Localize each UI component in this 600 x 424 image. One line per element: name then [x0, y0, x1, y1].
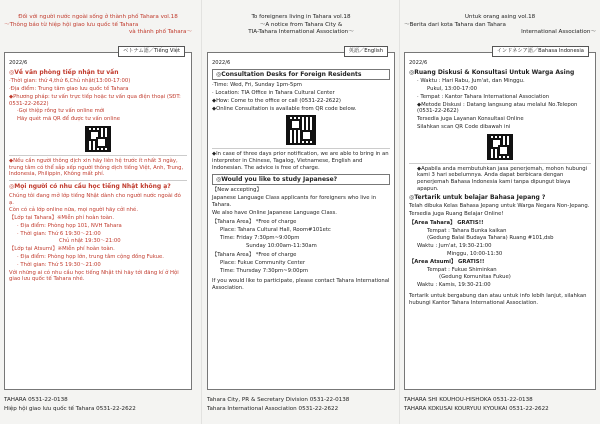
interpreter-note: ◆In case of three days prior notification, we are able to bring in an interpreter in Chinese, Tagalog, Vietnamese, English and Indonesian. The advice is free of charge. — [212, 151, 389, 171]
language-tag: インドネシア語／Bahasa Indonesia — [492, 46, 589, 57]
title: Đối với người nước ngoài sống ở thành phố Tahara vol.18 — [18, 14, 178, 20]
footer-contacts: TAHARA 0531-22-0138 Hiệp hội giao lưu quốc tế Tahara 0531-22-2622 — [4, 397, 136, 412]
qr-code[interactable] — [487, 134, 513, 160]
interpreter-note: ◆Nếu cần người thông dịch xin hãy liên hệ trước ít nhất 3 ngày, trung tâm có thể sắp xếp người thông dịch tiếng Việt, Anh, Trung, Indonesia, Philippin, Không mất phí. — [9, 157, 184, 178]
content-card: 英語／English 2022/6 ◎Consultation Desks for Foreign Residents ·Time: Wed, Fri, Sunday 1pm-5pm · Location: TIA Office in Tahara Cultural Center ◆How: Come to the office or call (0531-22-2622) ◆Online Consultation is available from QR code below. ◆In case of three days prior notification, we are able to bring in an interpreter in Chinese, Tagalog, Vietnamese, English and Indonesian. The advice is free of charge. ◎Would you like to study Japanese? 【New accepting】 Japanese Language Class applicants for foreigners who live in Tahara. We also have Online Japanese Language Class. 【Tahara Area】 *Free of charge Place: Tahara Cultural Hall, Room#101etc Time: Friday 7:30pm~9:00pm Sunday 10:00am-11:30am 【Tahara Area】 *Free of charge Place: Fukue Community Center Time: Thursday 7:30pm~9:00pm If you would like to participate, please contact Tahara International Association. — [207, 52, 395, 390]
title: To foreigners living in Tahara vol.18 — [251, 14, 351, 20]
section-title: ◎Would you like to study Japanese? — [212, 174, 390, 186]
fold-line — [201, 0, 202, 424]
qr-code[interactable] — [85, 126, 111, 152]
fold-line — [399, 0, 400, 424]
section-title: ◎Tertarik untuk belajar Bahasa Jepang ? — [409, 193, 546, 201]
subtitle: ～Berita dari kota Tahara dan Tahara International Association～ — [404, 22, 596, 36]
content-card: インドネシア語／Bahasa Indonesia 2022/6 ◎Ruang Diskusi & Konsultasi Untuk Warga Asing · Waktu : Hari Rabu, Jum'at, dan Minggu. Pukul, 13:00-17:00 · Tempat : Kantor Tahara International Association ◆Metode Diskusi : Datang langsung atau melalui No.Telepon (0531-22-2622) Tersedia juga Layanan Konsultasi Online Silahkan scan QR Code dibawah ini ◆Apabila anda membutuhkan jasa penerjemah, mohon hubungi kami 3 hari sebelumnya. Anda dapat berbicara dengan penerjemah Bahasa Indonesia kami tanpa dipungut biaya apapun. ◎Tertarik untuk belajar Bahasa Jepang ? Telah dibuka Kelas Bahasa Jepang untuk Warga Negara Non-Jepang. Tersedia juga Ruang Belajar Online! 【Area Tahara】 GRATIS!! Tempat : Tahara Bunka kaikan (Gedung Balai Budaya Tahara) Ruang #101,dsb Waktu : Jum'at, 19:30-21:00 Minggu, 10:00-11:30 【Area Atsumi】 GRATIS!! Tempat : Fukue Shiminkan (Gedung Komunitas Fukue) Waktu : Kamis, 19:30-21:00 Tertarik untuk bergabung dan atau untuk info lebih lanjut, silahkan hubungi Kantor Tahara International Association. — [404, 52, 596, 390]
subtitle: ～A notice from Tahara City & TIA-Tahara International Association～ — [248, 22, 354, 36]
column-vietnamese — [4, 14, 192, 418]
date: 2022/6 — [212, 60, 231, 66]
section-title: ◎Ruang Diskusi & Konsultasi Untuk Warga Asing — [409, 68, 575, 76]
qr-code[interactable] — [286, 115, 316, 145]
column-indonesian — [404, 14, 596, 418]
interpreter-note: ◆Apabila anda membutuhkan jasa penerjemah, mohon hubungi kami 3 hari sebelumnya. Anda dapat berbicara dengan penerjemah Bahasa Indonesia kami tanpa dipungut biaya apapun. — [417, 165, 588, 192]
subtitle: ～Thông báo từ hiệp hội giao lưu quốc tế Tahara và thành phố Tahara～ — [4, 22, 192, 36]
footer-contacts: TAHARA SHI KOUHOU-HISHOKA 0531-22-0138 TAHARA KOKUSAI KOURYUU KYOUKAI 0531-22-2622 — [404, 397, 549, 412]
title: Untuk orang asing vol.18 — [464, 14, 536, 20]
footer-contacts: Tahara City, PR & Secretary Division 0531-22-0138 Tahara International Association 0531-22-2622 — [207, 397, 350, 412]
date: 2022/6 — [9, 60, 28, 66]
date: 2022/6 — [409, 60, 428, 66]
column-english — [207, 14, 395, 418]
section-title: ◎Mọi người có nhu cầu học tiếng Nhật không ạ? — [9, 183, 171, 191]
language-tag: 英語／English — [344, 46, 388, 57]
language-tag: ベトナム語／Tiếng Việt — [118, 46, 185, 57]
section-title: ◎Consultation Desks for Foreign Residents — [212, 69, 390, 81]
section-title: ◎Về văn phòng tiếp nhận tư vấn — [9, 68, 119, 76]
content-card: ベトナム語／Tiếng Việt 2022/6 ◎Về văn phòng tiếp nhận tư vấn ·Thời gian: thứ 4,thứ 6,Chủ nhật(13:00-17:00) ·Địa điểm: Trung tâm giao lưu quốc tế Tahara ◆Phương pháp: tư vấn trực tiếp hoặc tư vấn qua điện thoại (SĐT: 0531-22-2622) ·Gọi thiệp rồng tư vấn online mới Hãy quét mã QR để được tư vấn online ◆Nếu cần người thông dịch xin hãy liên hệ trước ít nhất 3 ngày, trung tâm có thể sắp xếp người thông dịch tiếng Việt, Anh, Trung, Indonesia, Philippin, Không mất phí. ◎Mọi người có nhu cầu học tiếng Nhật không ạ? Chúng tôi đang mở lớp tiếng Nhật dành cho người nước ngoài đó ạ. Còn có cả lớp online nữa, mọi người hãy cởi nhé. 【Lớp tại Tahara】※Miễn phí hoàn toàn. · Địa điểm: Phòng họp 101, NVH Tahara · Thời gian: Thứ 6 19:30～21:00 Chủ nhật 19:30～21:00 【Lớp tại Atsumi】※Miễn phí hoàn toàn. · Địa điểm: Phòng họp lớn, trung tâm cộng đồng Fukue. · Thời gian: Thứ 5 19:30～21:00 Với những ai có nhu cầu học tiếng Nhật thì hãy tới đăng kí ở Hội giao lưu quốc tế Tahara nhé. — [4, 52, 192, 390]
